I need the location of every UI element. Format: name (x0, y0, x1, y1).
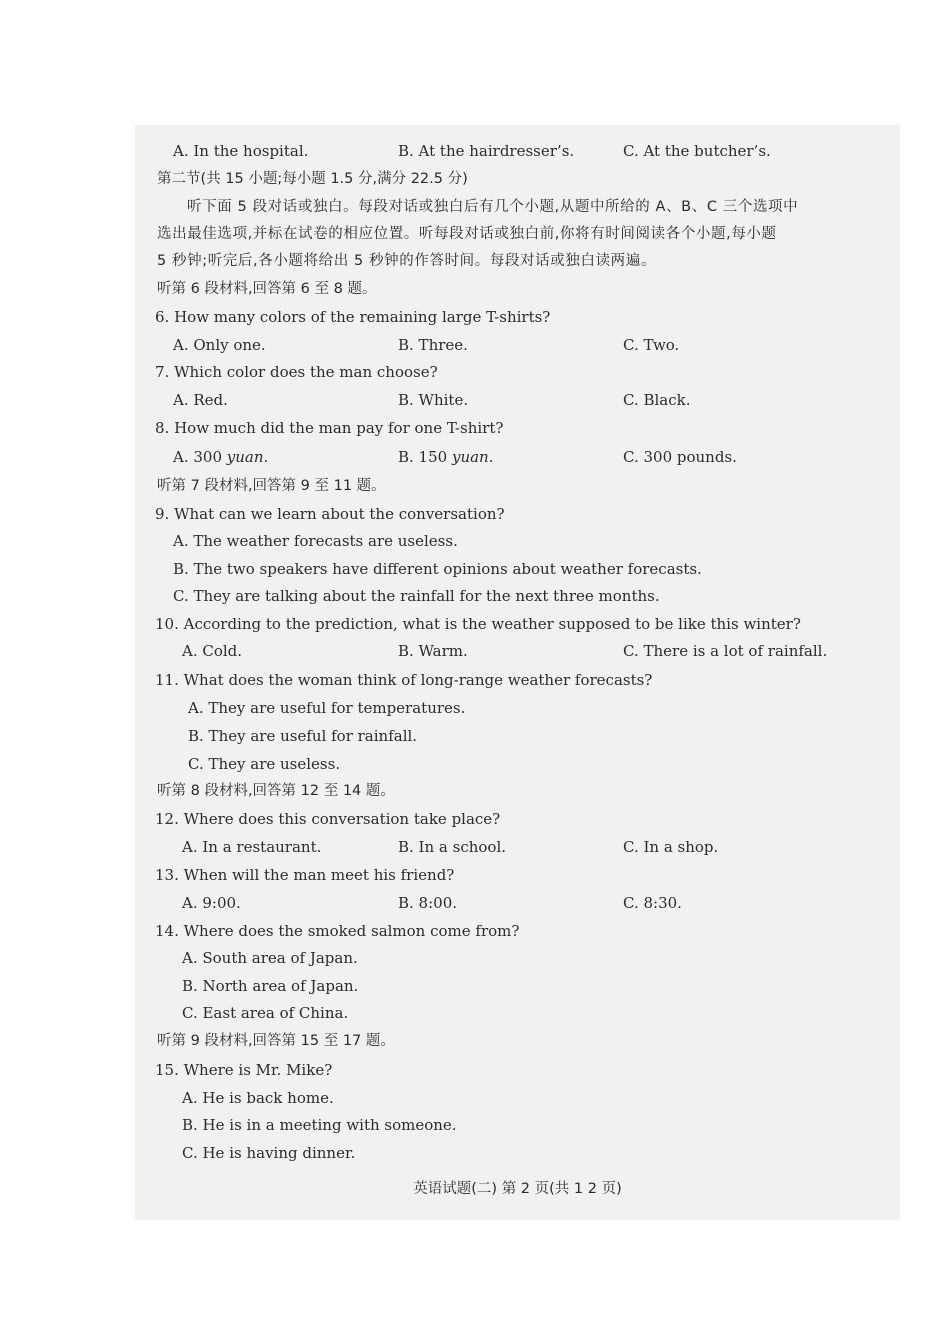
question-15-option-b: B. He is in a meeting with someone. (182, 1116, 457, 1134)
question-6-options (173, 333, 873, 357)
option-a: A. Cold. (182, 642, 243, 660)
question-8-stem: 8. How much did the man pay for one T-shirt? (155, 419, 504, 437)
instruction-line-2: 选出最佳选项,并标在试卷的相应位置。听每段对话或独白前,你将有时间阅读各个小题,每小题 (157, 226, 777, 242)
question-11-option-b: B. They are useful for rainfall. (188, 727, 418, 745)
option-a (173, 445, 268, 469)
option-b: B. Warm. (398, 642, 468, 660)
option-a-amount: A. 300 (173, 448, 222, 466)
option-c: C. In a shop. (623, 838, 719, 856)
question-14-option-c: C. East area of China. (182, 1004, 349, 1022)
option-b (398, 445, 494, 469)
exam-page (135, 125, 900, 1220)
option-b: B. White. (398, 391, 469, 409)
question-14-option-a: A. South area of Japan. (182, 949, 358, 967)
option-a: A. 9:00. (182, 894, 241, 912)
question-13-options (182, 891, 882, 915)
question-9-option-a: A. The weather forecasts are useless. (173, 532, 458, 550)
option-c: C. 300 pounds. (623, 448, 737, 466)
option-c: C. At the butcher’s. (623, 142, 771, 160)
option-a: A. In a restaurant. (182, 838, 322, 856)
question-15-option-a: A. He is back home. (182, 1089, 334, 1107)
material-6-heading: 听第 6 段材料,回答第 6 至 8 题。 (157, 281, 377, 297)
question-8-options (173, 445, 873, 469)
currency-unit: yuan. (226, 448, 269, 466)
option-c: C. There is a lot of rainfall. (623, 642, 828, 660)
page-footer: 英语试题(二) 第 2 页(共 1 2 页) (413, 1181, 622, 1197)
question-6-stem: 6. How many colors of the remaining large T-shirts? (155, 308, 551, 326)
question-12-options (182, 835, 882, 859)
section-heading: 第二节(共 15 小题;每小题 1.5 分,满分 22.5 分) (157, 171, 468, 187)
option-c: C. 8:30. (623, 894, 682, 912)
option-c: C. Two. (623, 336, 680, 354)
question-11-option-a: A. They are useful for temperatures. (188, 699, 466, 717)
question-13-stem: 13. When will the man meet his friend? (155, 866, 455, 884)
question-10-options (182, 639, 882, 663)
option-c: C. Black. (623, 391, 691, 409)
page-content (135, 125, 900, 1220)
question-9-option-b: B. The two speakers have different opinions about weather forecasts. (173, 560, 702, 578)
option-a: A. Only one. (173, 336, 266, 354)
question-9-option-c: C. They are talking about the rainfall for the next three months. (173, 587, 660, 605)
material-8-heading: 听第 8 段材料,回答第 12 至 14 题。 (157, 783, 395, 799)
instruction-line-1: 听下面 5 段对话或独白。每段对话或独白后有几个小题,从题中所给的 A、B、C 三个选项中 (187, 199, 799, 215)
option-b-amount: B. 150 (398, 448, 448, 466)
question-9-stem: 9. What can we learn about the conversation? (155, 505, 505, 523)
material-7-heading: 听第 7 段材料,回答第 9 至 11 题。 (157, 478, 386, 494)
instruction-line-3: 5 秒钟;听完后,各小题将给出 5 秒钟的作答时间。每段对话或独白读两遍。 (157, 253, 656, 269)
option-b: B. Three. (398, 336, 468, 354)
question-11-option-c: C. They are useless. (188, 755, 341, 773)
question-15-stem: 15. Where is Mr. Mike? (155, 1061, 333, 1079)
question-14-option-b: B. North area of Japan. (182, 977, 359, 995)
option-b: B. At the hairdresser’s. (398, 142, 575, 160)
option-b: B. 8:00. (398, 894, 458, 912)
question-10-stem: 10. According to the prediction, what is the weather supposed to be like this winter? (155, 615, 801, 633)
material-9-heading: 听第 9 段材料,回答第 15 至 17 题。 (157, 1033, 395, 1049)
question-11-stem: 11. What does the woman think of long-range weather forecasts? (155, 671, 653, 689)
currency-unit: yuan. (451, 448, 494, 466)
question-7-stem: 7. Which color does the man choose? (155, 363, 438, 381)
question-7-options (173, 388, 873, 412)
option-b: B. In a school. (398, 838, 507, 856)
option-a: A. Red. (173, 391, 228, 409)
question-12-stem: 12. Where does this conversation take place? (155, 810, 501, 828)
question-5-options (173, 139, 873, 163)
option-a: A. In the hospital. (173, 142, 309, 160)
question-14-stem: 14. Where does the smoked salmon come from? (155, 922, 520, 940)
question-15-option-c: C. He is having dinner. (182, 1144, 356, 1162)
